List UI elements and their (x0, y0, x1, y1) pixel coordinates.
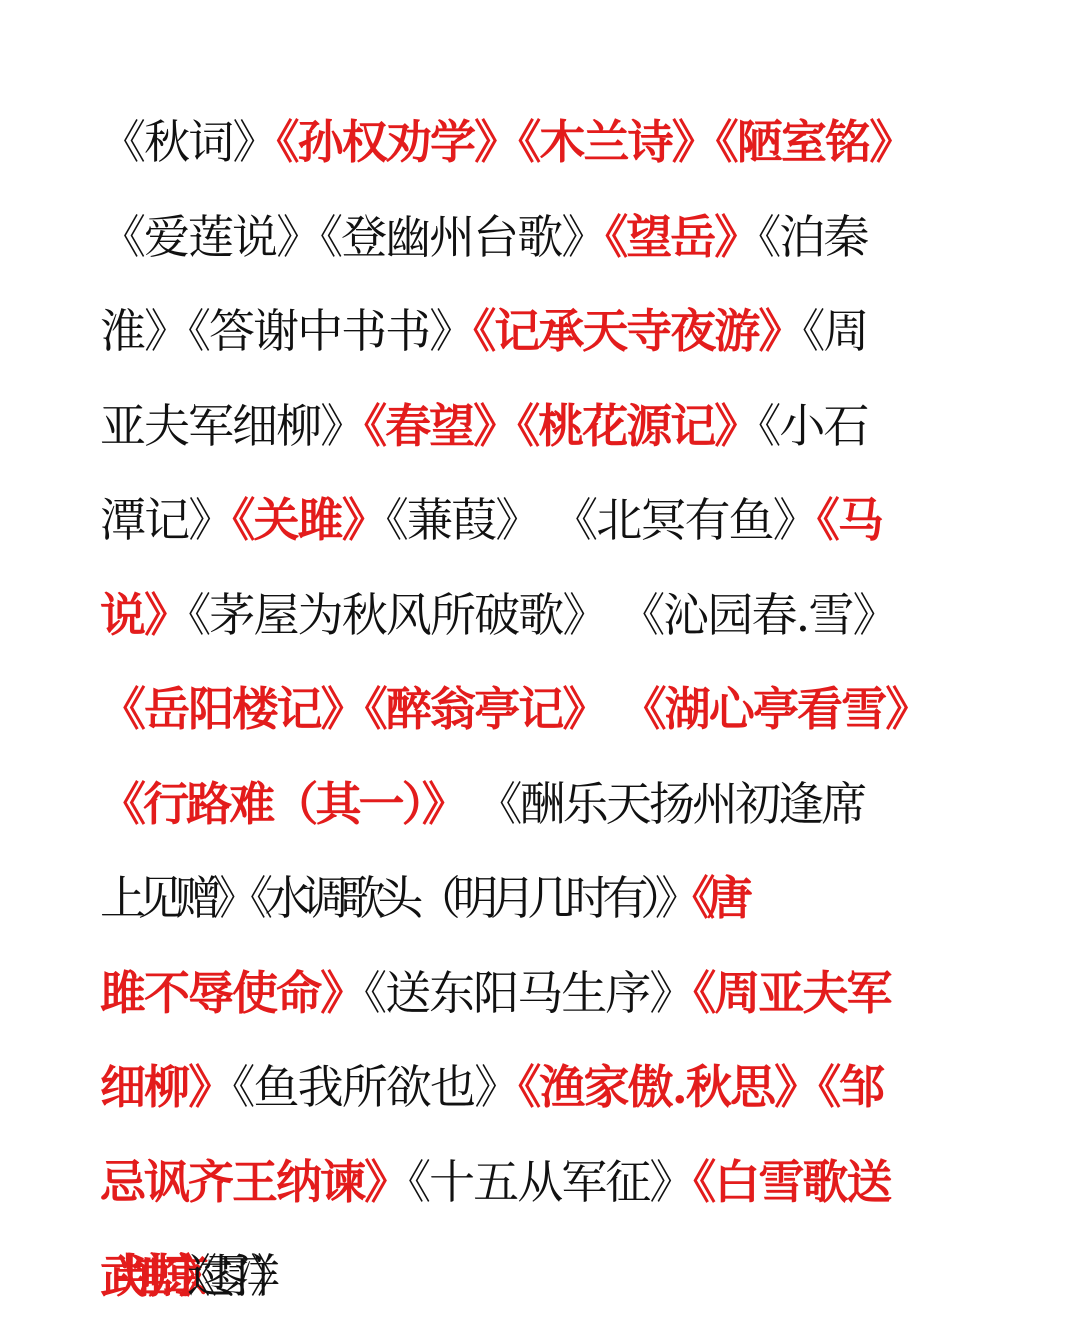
text-line (100, 946, 1000, 1041)
highlighted-title: 《渔家傲.秋思》《邹 (518, 1060, 884, 1114)
highlighted-title: 说》 (100, 587, 189, 642)
title-text: 淮》《答谢中书书》 (100, 304, 474, 358)
text-line (100, 757, 1000, 852)
title-text: 《小石 (758, 398, 868, 453)
text-line (100, 662, 1000, 757)
title-text: 《爱莲说》《登幽州台歌》 (100, 209, 606, 264)
poem-title-list (100, 95, 1000, 1324)
highlighted-title: 忌讽齐王纳谏》 (100, 1154, 409, 1209)
title-text: 《秋词》 (100, 115, 277, 169)
text-line (100, 190, 1000, 285)
text-line (100, 95, 1000, 190)
highlighted-title: 《岳阳楼记》《醉翁亭记》 《湖心亭看雪》 (100, 682, 930, 736)
highlighted-title: 《白雪歌送 (693, 1154, 891, 1209)
highlighted-title: 《望岳》 (605, 209, 759, 264)
title-text: 《泊秦 (758, 209, 868, 264)
highlighted-title: 《关雎》 (232, 493, 386, 547)
highlighted-title: 《记承天寺夜游》 (473, 304, 803, 358)
highlighted-title: 《唐 (692, 871, 745, 925)
highlighted-title: 《孙权劝学》《木兰诗》《陋室铭》 (276, 115, 914, 169)
title-text: 《鱼我所欲也》 (232, 1060, 519, 1114)
highlighted-title: 《周亚夫军 (693, 965, 891, 1020)
title-text: 《酬乐天扬州初逢席 (464, 776, 865, 831)
highlighted-title: 《马 (816, 493, 883, 547)
title-text: 《茅屋为秋风所破歌》 《沁园春.雪》 (188, 587, 897, 642)
highlighted-title: 细柳》 (100, 1060, 233, 1114)
text-line (100, 284, 1000, 379)
title-text: 《送东阳马生序》 (364, 965, 694, 1020)
text-line (100, 1040, 1000, 1135)
text-line (100, 379, 1000, 474)
text-line (100, 473, 1000, 568)
title-text: 《周 (802, 304, 868, 358)
title-text: 亚夫军细柳》 (100, 398, 365, 453)
highlighted-title: 武判官归京》 (100, 1249, 195, 1303)
text-line (100, 1135, 1000, 1230)
text-line (100, 1229, 1000, 1324)
highlighted-title: 雎不辱使命》 (100, 965, 365, 1020)
highlighted-title: 《行路难（其一）》 (100, 776, 465, 831)
title-text: 《十五从军征》 (408, 1154, 694, 1209)
title-text: 《过零丁洋》 (194, 1249, 266, 1303)
text-line (100, 851, 1000, 946)
highlighted-title: 《春望》《桃花源记》 (364, 398, 759, 453)
title-text: 潭记》 (100, 493, 233, 547)
text-line (100, 568, 1000, 663)
title-text: 《蒹葭》 《北冥有鱼》 (385, 493, 817, 547)
title-text: 上见赠》《水调歌头（明月几时有）》 (100, 871, 693, 925)
